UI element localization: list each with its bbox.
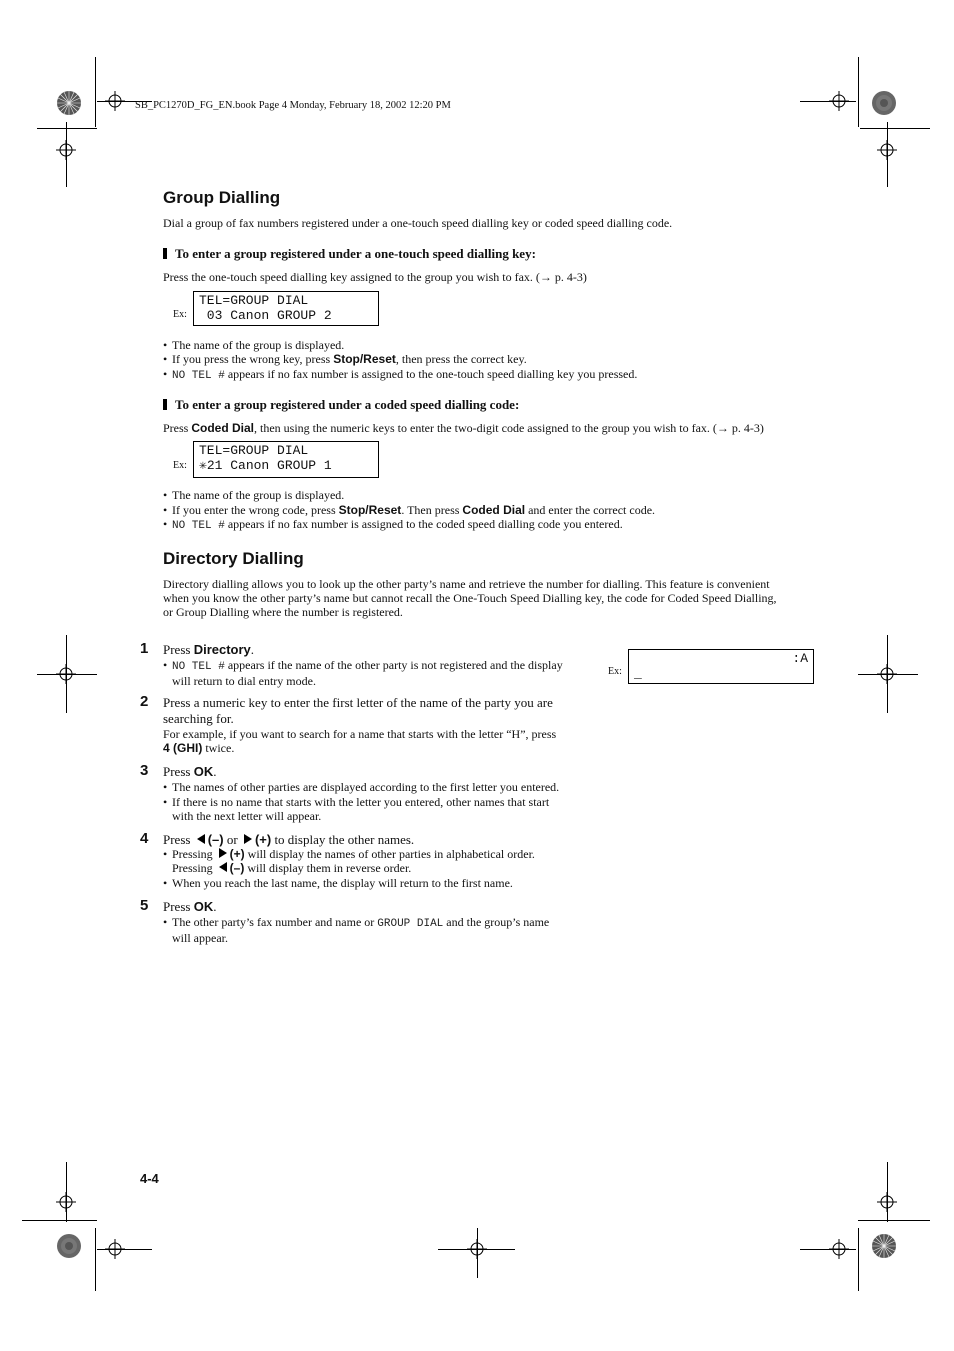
group-dialling-title: Group Dialling — [163, 188, 281, 207]
registration-mark-icon — [877, 140, 897, 160]
lcd-message: NO TEL # — [172, 661, 225, 673]
coded-heading-text: To enter a group registered under a coded speed dialling code: — [175, 397, 520, 412]
color-target-icon — [56, 1233, 82, 1259]
step-3-text: Press OK. — [163, 764, 217, 779]
key-name: (–) — [229, 861, 245, 875]
key-name: Coded Dial — [462, 503, 526, 517]
registration-mark-icon — [56, 1192, 76, 1212]
one-touch-instruction: Press the one-touch speed dialling key assigned to the group you wish to fax. (→ p. 4-3) — [163, 270, 587, 284]
directory-intro-line-1: Directory dialling allows you to look up the other party’s name and retrieve the number for dialling. This feature is convenient — [163, 577, 770, 591]
list-item: • NO TEL # appears if no fax number is assigned to the coded speed dialling code you entered. — [163, 517, 623, 532]
list-item: • If there is no name that starts with the letter you entered, other names that start with the next letter will appear. — [163, 795, 550, 823]
directory-dialling-title: Directory Dialling — [163, 549, 304, 568]
step-number: 3 — [140, 762, 149, 779]
one-touch-heading-text: To enter a group registered under a one-touch speed dialling key: — [175, 246, 536, 261]
registration-mark-icon — [829, 1239, 849, 1259]
right-arrow-icon — [219, 848, 227, 858]
right-arrow-icon — [244, 834, 252, 844]
lcd-line-1: :A — [792, 651, 808, 666]
color-target-icon — [871, 1233, 897, 1259]
step-4-text: Press (–) or (+) to display the other names. — [163, 832, 415, 847]
example-label: Ex: — [173, 309, 187, 320]
registration-mark-icon — [105, 1239, 125, 1259]
list-item: • The name of the group is displayed. — [163, 338, 345, 352]
key-name: (+) — [229, 847, 245, 861]
example-label: Ex: — [608, 666, 622, 677]
list-item: • If you press the wrong key, press Stop/Reset, then press the correct key. — [163, 352, 527, 366]
step-number: 4 — [140, 830, 149, 847]
left-arrow-icon — [219, 862, 227, 872]
lcd-line-2: ✳21 Canon GROUP 1 — [199, 458, 332, 473]
key-name: Stop/Reset — [338, 503, 402, 517]
step-number: 5 — [140, 897, 149, 914]
key-name: 4 (GHI) — [163, 741, 203, 755]
list-item: • When you reach the last name, the display will return to the first name. — [163, 876, 513, 890]
page-number: 4-4 — [140, 1171, 159, 1186]
step-number: 2 — [140, 693, 149, 710]
lcd-line-1: TEL=GROUP DIAL — [199, 443, 309, 458]
lcd-line-2: _ — [634, 666, 642, 681]
list-item: • The other party’s fax number and name or GROUP DIAL and the group’s name will appear. — [163, 915, 550, 945]
lcd-line-1: TEL=GROUP DIAL — [199, 293, 309, 308]
key-name: (–) — [207, 832, 224, 847]
registration-mark-icon — [56, 140, 76, 160]
color-target-icon — [56, 90, 82, 116]
registration-mark-icon — [877, 1192, 897, 1212]
key-name: Coded Dial — [191, 421, 255, 435]
list-item: • The name of the group is displayed. — [163, 488, 345, 502]
coded-heading — [163, 397, 519, 413]
left-arrow-icon — [197, 834, 205, 844]
registration-mark-icon — [829, 91, 849, 111]
lcd-message: NO TEL # — [172, 370, 225, 382]
list-item: • Pressing (+) will display the names of other parties in alphabetical order. Pressing (–) will display them in reverse order. — [163, 847, 535, 875]
list-item: • The names of other parties are displayed according to the first letter you entered. — [163, 780, 560, 794]
group-dialling-intro: Dial a group of fax numbers registered under a one-touch speed dialling key or coded speed dialling code. — [163, 216, 673, 230]
step-2-text: Press a numeric key to enter the first letter of the name of the party you are searching for. — [163, 695, 553, 726]
key-name: Directory — [193, 642, 251, 657]
key-name: Stop/Reset — [333, 352, 396, 366]
registration-mark-icon — [56, 664, 76, 684]
directory-intro-line-2: when you know the other party’s name but cannot recall the One-Touch Speed Dialling key, the code for Coded Speed Dialling, — [163, 591, 777, 605]
registration-mark-icon — [105, 91, 125, 111]
key-name: OK — [193, 899, 214, 914]
list-item: • NO TEL # appears if no fax number is assigned to the one-touch speed dialling key you pressed. — [163, 367, 638, 382]
key-name: OK — [193, 764, 214, 779]
registration-mark-icon — [467, 1239, 487, 1259]
example-label: Ex: — [173, 460, 187, 471]
lcd-message: GROUP DIAL — [377, 918, 444, 930]
step-number: 1 — [140, 640, 149, 657]
one-touch-heading — [163, 246, 536, 262]
key-name: (+) — [254, 832, 272, 847]
heading-marker-icon — [163, 248, 167, 259]
lcd-display-coded — [193, 441, 379, 478]
file-info-header: SB_PC1270D_FG_EN.book Page 4 Monday, February 18, 2002 12:20 PM — [135, 100, 451, 111]
color-target-icon — [871, 90, 897, 116]
heading-marker-icon — [163, 399, 167, 410]
list-item: • If you enter the wrong code, press Stop/Reset. Then press Coded Dial and enter the correct code. — [163, 503, 656, 517]
list-item: • NO TEL # appears if the name of the other party is not registered and the display will return to dial entry mode. — [163, 658, 563, 688]
lcd-message: NO TEL # — [172, 520, 225, 532]
lcd-display-one-touch — [193, 291, 379, 326]
lcd-display-directory — [628, 649, 814, 684]
directory-intro-line-3: or Group Dialling where the number is registered. — [163, 605, 403, 619]
coded-instruction: Press Coded Dial, then using the numeric keys to enter the two-digit code assigned to the group you wish to fax. (→ p. 4-3) — [163, 421, 764, 435]
step-2-note: For example, if you want to search for a name that starts with the letter “H”, press 4 (GHI) twice. — [163, 727, 557, 755]
lcd-line-2: 03 Canon GROUP 2 — [199, 308, 332, 323]
step-5-text: Press OK. — [163, 899, 217, 914]
step-1-text: Press Directory. — [163, 642, 255, 657]
registration-mark-icon — [877, 664, 897, 684]
